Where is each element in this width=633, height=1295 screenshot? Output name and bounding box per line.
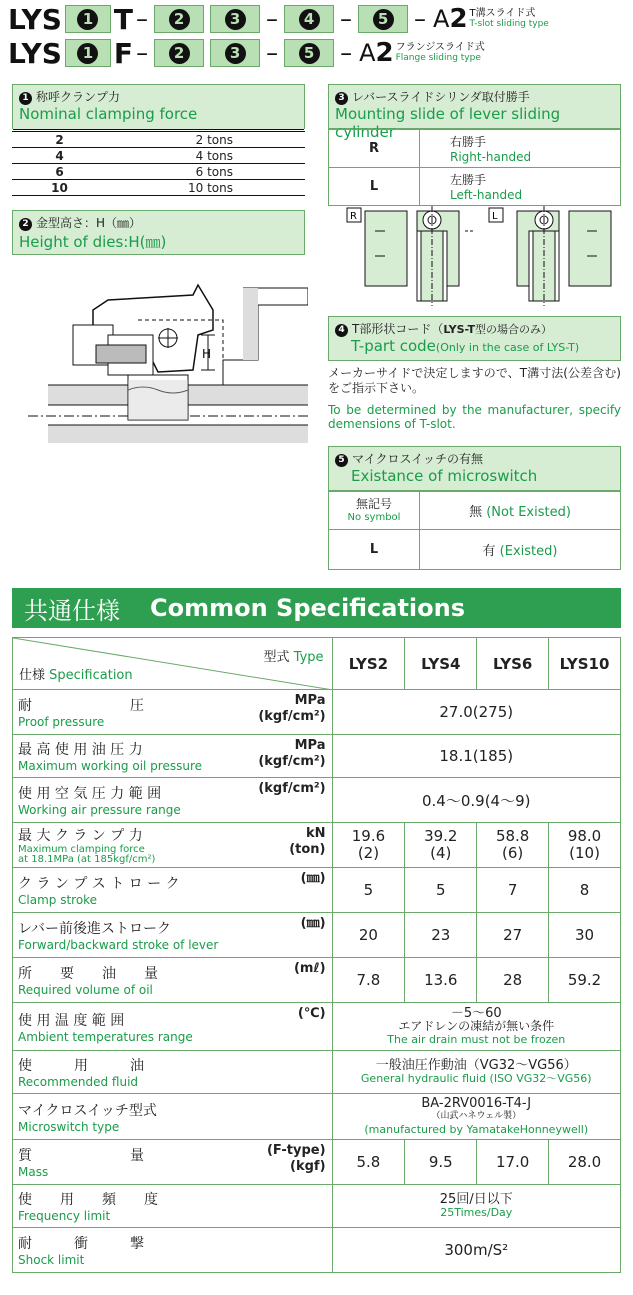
spec-unit: (㎜) xyxy=(300,916,326,931)
spec-row xyxy=(13,735,621,778)
section-clamping-force xyxy=(12,84,305,129)
spec-label-cell xyxy=(13,778,333,823)
s4-title-jp: T部形状コード（ xyxy=(352,322,444,336)
spec-label-jp: 所 要 油 量 xyxy=(18,966,158,982)
spec-merged-value: 0.4～0.9(4～9) xyxy=(332,778,620,823)
spec-merged-value: 18.1(185) xyxy=(332,735,620,778)
spec-value-line: 28.0 xyxy=(567,1152,602,1171)
spec-label-cell xyxy=(13,1185,333,1228)
type-en: Flange sliding type xyxy=(395,53,481,63)
spec-value-line: 7.8 xyxy=(356,970,381,989)
tons-value: 6 tons xyxy=(107,164,305,180)
spec-unit-alt: (kgf/cm²) xyxy=(258,709,326,724)
spec-value-line: 5 xyxy=(436,880,446,899)
model-lys6: LYS6 xyxy=(477,638,549,690)
merged-line-1: －5～60 xyxy=(450,1006,502,1021)
spec-value xyxy=(477,823,549,868)
tons-code: 6 xyxy=(12,164,107,180)
s2-title-jp: 金型高さ：H（㎜） xyxy=(36,216,142,230)
spec-label-en: Forward/backward stroke of lever xyxy=(18,938,219,952)
spec-value xyxy=(405,958,477,1003)
code-prefix: LYS xyxy=(8,36,62,70)
spec-value xyxy=(477,868,549,913)
spec-value-line: 27 xyxy=(503,925,523,944)
spec-value-line: 59.2 xyxy=(567,970,602,989)
spec-row xyxy=(13,1228,621,1273)
spec-value-line: 7 xyxy=(507,880,518,899)
spec-value xyxy=(549,823,621,868)
spec-label-jp: 質 量 xyxy=(18,1148,144,1164)
tons-code: 4 xyxy=(12,148,107,164)
code-box-5 xyxy=(284,39,334,67)
spec-label-en: Maximum working oil pressure xyxy=(18,759,203,773)
code-box-2 xyxy=(154,39,204,67)
merged-line-1: 一般油圧作動油（VG32～VG56） xyxy=(375,1058,577,1073)
suffix-2: 2 xyxy=(449,4,468,34)
code-box-2 xyxy=(154,5,204,33)
spec-value xyxy=(332,1140,405,1185)
code-box-3 xyxy=(210,5,260,33)
s4-title-en-note: (Only in the case of LYS-T) xyxy=(435,341,580,354)
tons-code: 10 xyxy=(12,180,107,196)
spec-unit-alt: (kgf/cm²) xyxy=(258,781,326,796)
spec-row xyxy=(13,958,621,1003)
hdr-spec-en: Specification xyxy=(49,668,133,683)
spec-value xyxy=(549,1140,621,1185)
spec-label-en: Shock limit xyxy=(18,1253,85,1267)
dash: – xyxy=(340,5,353,33)
spec-label-en: Clamp stroke xyxy=(18,893,98,907)
dash: – xyxy=(136,5,149,33)
spec-unit: MPa xyxy=(294,738,326,753)
code-box-5 xyxy=(358,5,408,33)
ms-exist-en: (Existed) xyxy=(499,544,558,559)
ms-none-en: (Not Existed) xyxy=(486,505,571,520)
spec-unit-alt: (kgf) xyxy=(290,1159,326,1174)
spec-label-cell xyxy=(13,1228,333,1273)
spec-value-line: 19.6 xyxy=(351,827,386,845)
spec-value-line: 28 xyxy=(503,970,523,989)
spec-label-jp: 使 用 温 度 範 囲 xyxy=(18,1012,125,1029)
merged-line-3: (manufactured by YamatakeHonneywell) xyxy=(364,1123,589,1136)
figure-right-handed xyxy=(347,206,475,306)
spec-value-line: (10) xyxy=(569,844,600,862)
spec-unit: (mℓ) xyxy=(293,961,326,976)
spec-label-jp: 使 用 頻 度 xyxy=(18,1192,158,1208)
spec-header-cell xyxy=(13,638,333,690)
spec-row xyxy=(13,690,621,735)
section-mounting-side xyxy=(328,84,621,141)
spec-row xyxy=(13,1140,621,1185)
spec-label-cell xyxy=(13,735,333,778)
spec-label-en-note: at 18.1MPa (at 185kgf/cm²) xyxy=(18,854,156,865)
spec-label-en: Frequency limit xyxy=(18,1209,111,1223)
spec-label-cell xyxy=(13,1140,333,1185)
ms-none-jp: 無 xyxy=(469,505,483,520)
code-prefix: LYS xyxy=(8,2,62,36)
spec-value-line: (6) xyxy=(502,844,524,862)
mount-code-r: R xyxy=(329,130,420,168)
spec-value-line: 8 xyxy=(579,880,590,899)
circle-5: 5 xyxy=(373,9,394,30)
spec-label-cell xyxy=(13,1003,333,1051)
clamping-force-table xyxy=(12,131,305,196)
merged-line-1: 25回/日以下 xyxy=(439,1192,513,1207)
dash: – xyxy=(136,39,149,67)
s4-title-model: LYS-T xyxy=(443,323,475,336)
fig-r-label: R xyxy=(350,211,357,222)
circle-1: 1 xyxy=(77,9,98,30)
clamp-diagram xyxy=(18,280,308,445)
merged-line-2: （山武ハネウェル製） xyxy=(431,1111,522,1121)
spec-label-en: Ambient temperatures range xyxy=(18,1029,193,1044)
code-box-3 xyxy=(210,39,260,67)
s4-title-note: 型の場合のみ） xyxy=(474,323,552,336)
circle-4-icon: 4 xyxy=(335,324,348,337)
spec-value-line: 30 xyxy=(574,925,595,944)
h-dimension-label: H xyxy=(202,347,212,361)
circle-4: 4 xyxy=(299,9,320,30)
code-letter: T xyxy=(113,2,134,36)
spec-value-line: 9.5 xyxy=(428,1152,453,1171)
tons-row xyxy=(12,132,305,148)
spec-merged-value xyxy=(332,1051,620,1094)
circle-5-icon: 5 xyxy=(335,454,348,467)
spec-label-en: Required volume of oil xyxy=(18,983,153,997)
spec-row xyxy=(13,913,621,958)
spec-table xyxy=(12,637,621,1273)
merged-line-3: General hydraulic fluid (ISO VG32～VG56) xyxy=(360,1072,592,1085)
spec-value-line: 98.0 xyxy=(567,827,602,845)
spec-value xyxy=(405,823,477,868)
spec-label-cell xyxy=(13,823,333,868)
spec-label-en: Mass xyxy=(18,1165,49,1179)
common-spec-banner xyxy=(12,588,621,628)
dash: – xyxy=(266,5,279,33)
merged-line-3: 25Times/Day xyxy=(440,1206,513,1219)
spec-label-jp: 使 用 空 気 圧 力 範 囲 xyxy=(18,786,162,802)
model-code-t-slot xyxy=(8,3,549,35)
hdr-type-en: Type xyxy=(293,650,324,665)
spec-value xyxy=(549,958,621,1003)
microswitch-table xyxy=(328,491,621,570)
dash: – xyxy=(340,39,353,67)
circle-2: 2 xyxy=(169,9,190,30)
circle-3: 3 xyxy=(225,9,246,30)
spec-merged-value: 300m/S² xyxy=(332,1228,620,1273)
tons-value: 10 tons xyxy=(107,180,305,196)
spec-unit: MPa xyxy=(294,693,326,708)
spec-value-line: 39.2 xyxy=(424,827,458,845)
spec-merged-value xyxy=(332,1003,620,1051)
spec-value xyxy=(332,823,405,868)
circle-1: 1 xyxy=(77,43,98,64)
spec-value-line: 5.8 xyxy=(356,1152,381,1171)
type-jp: フランジスライド式 xyxy=(395,42,485,53)
dash: – xyxy=(414,5,427,33)
spec-label-jp: 最 大 ク ラ ン プ 力 xyxy=(18,828,143,844)
spec-label-cell xyxy=(13,913,333,958)
figure-left-handed xyxy=(489,206,611,306)
tons-value: 2 tons xyxy=(107,132,305,148)
banner-title-jp: 共通仕様 xyxy=(24,596,120,625)
model-lys10: LYS10 xyxy=(549,638,621,690)
model-lys4: LYS4 xyxy=(405,638,477,690)
spec-label-en: Proof pressure xyxy=(18,715,105,729)
circle-1-icon: 1 xyxy=(19,92,32,105)
spec-label-cell xyxy=(13,1051,333,1094)
spec-label-cell xyxy=(13,868,333,913)
spec-row xyxy=(13,823,621,868)
spec-value xyxy=(332,958,405,1003)
mounting-side-table xyxy=(328,129,621,206)
hdr-type-jp: 型式 xyxy=(263,650,290,665)
code-box-1 xyxy=(65,39,111,67)
spec-value xyxy=(477,1140,549,1185)
spec-merged-value xyxy=(332,1185,620,1228)
ms-code-none-en: No symbol xyxy=(347,511,401,523)
spec-value-line: 17.0 xyxy=(495,1152,530,1171)
section-t-part-code xyxy=(328,316,621,361)
merged-line-1: BA-2RV0016-T4-J xyxy=(421,1096,532,1111)
spec-label-en: Maximum clamping force xyxy=(18,844,145,855)
circle-5: 5 xyxy=(299,43,320,64)
spec-row xyxy=(13,868,621,913)
spec-label-en: Recommended fluid xyxy=(18,1075,139,1089)
ms-exist-jp: 有 xyxy=(482,544,496,559)
s3-title-en: Mounting slide of lever sliding cylinder xyxy=(335,105,561,141)
spec-value-line: 20 xyxy=(358,925,378,944)
spec-value xyxy=(477,958,549,1003)
t-part-note-en: To be determined by the manufacturer, specify demensions of T-slot. xyxy=(328,403,621,431)
spec-row xyxy=(13,1051,621,1094)
code-letter: F xyxy=(113,36,134,70)
tons-row xyxy=(12,148,305,164)
circle-2-icon: 2 xyxy=(19,218,32,231)
spec-unit: (℃) xyxy=(297,1006,326,1021)
banner-title-en: Common Specifications xyxy=(150,594,466,622)
spec-value-line: (2) xyxy=(357,844,380,862)
s5-title-en: Existance of microswitch xyxy=(351,467,538,485)
circle-2: 2 xyxy=(169,43,190,64)
spec-unit: kN xyxy=(305,826,326,841)
s4-title-en: T-part code xyxy=(351,337,436,355)
circle-3: 3 xyxy=(225,43,246,64)
tons-row xyxy=(12,180,305,196)
spec-value-line: 5 xyxy=(363,880,374,899)
spec-row xyxy=(13,1003,621,1051)
spec-unit-alt: (ton) xyxy=(289,842,326,857)
section-microswitch xyxy=(328,446,621,491)
spec-label-cell xyxy=(13,1094,333,1140)
merged-line-2: エアドレンの凍結が無い条件 xyxy=(398,1019,555,1033)
spec-label-jp: 耐 圧 xyxy=(18,698,144,714)
spec-label-jp: マイクロスイッチ型式 xyxy=(18,1102,157,1119)
suffix-a: A xyxy=(359,39,376,67)
circle-3-icon: 3 xyxy=(335,92,348,105)
spec-value xyxy=(405,868,477,913)
spec-value xyxy=(549,868,621,913)
spec-value-line: 13.6 xyxy=(424,970,458,989)
dash: – xyxy=(266,39,279,67)
mounting-figures xyxy=(345,206,625,306)
s5-title-jp: マイクロスイッチの有無 xyxy=(352,452,484,466)
spec-row xyxy=(13,1185,621,1228)
mount-code-l: L xyxy=(329,168,420,206)
tons-row xyxy=(12,164,305,180)
suffix-a: A xyxy=(433,5,450,33)
spec-value xyxy=(332,868,405,913)
code-box-4 xyxy=(284,5,334,33)
spec-value xyxy=(405,913,477,958)
code-box-1 xyxy=(65,5,111,33)
type-jp: T溝スライド式 xyxy=(469,8,536,19)
spec-row xyxy=(13,1094,621,1140)
spec-label-cell xyxy=(13,958,333,1003)
spec-unit: (F-type) xyxy=(266,1143,326,1158)
spec-label-jp: 耐 衝 撃 xyxy=(18,1236,144,1252)
spec-label-jp: ク ラ ン プ ス ト ロ ー ク xyxy=(18,876,180,892)
spec-value-line: 23 xyxy=(431,925,451,944)
spec-unit-alt: (kgf/cm²) xyxy=(258,754,326,769)
spec-value xyxy=(477,913,549,958)
merged-line-3: The air drain must not be frozen xyxy=(387,1033,566,1046)
mount-r-en: Right-handed xyxy=(450,150,532,164)
suffix-2: 2 xyxy=(375,38,394,68)
spec-value xyxy=(405,1140,477,1185)
t-part-note-jp: メーカーサイドで決定しますので、T溝寸法(公差含む)をご指示下さい。 xyxy=(328,366,621,395)
mount-r-jp: 右勝手 xyxy=(450,135,487,149)
ms-code-none-jp: 無記号 xyxy=(355,496,392,511)
tons-value: 4 tons xyxy=(107,148,305,164)
spec-merged-value xyxy=(332,1094,620,1140)
spec-label-en: Microswitch type xyxy=(18,1119,120,1134)
model-code-flange xyxy=(8,37,485,69)
spec-label-jp: 使 用 油 xyxy=(18,1058,144,1074)
spec-label-cell xyxy=(13,690,333,735)
spec-merged-value: 27.0(275) xyxy=(332,690,620,735)
spec-unit: (㎜) xyxy=(300,871,326,886)
mount-l-en: Left-handed xyxy=(450,188,523,202)
hdr-spec-jp: 仕様 xyxy=(19,668,46,683)
tons-code: 2 xyxy=(12,132,107,148)
spec-value-line: 58.8 xyxy=(495,827,530,845)
spec-label-jp: 最 高 使 用 油 圧 力 xyxy=(18,742,143,758)
mount-l-jp: 左勝手 xyxy=(450,173,487,187)
s1-title-en: Nominal clamping force xyxy=(19,105,198,123)
spec-value xyxy=(332,913,405,958)
s3-title-jp: レバースライドシリンダ取付勝手 xyxy=(352,90,530,104)
spec-label-en: Working air pressure range xyxy=(18,803,181,817)
model-lys2: LYS2 xyxy=(332,638,405,690)
fig-l-label: L xyxy=(492,211,498,222)
spec-value xyxy=(549,913,621,958)
s1-title-jp: 称呼クランプ力 xyxy=(36,90,121,104)
s2-title-en: Height of dies:H(㎜) xyxy=(19,233,167,251)
section-die-height xyxy=(12,210,305,255)
type-en: T-slot sliding type xyxy=(469,19,549,29)
spec-value-line: (4) xyxy=(430,844,452,862)
spec-label-jp: レバー前後進ストローク xyxy=(18,921,172,937)
spec-row xyxy=(13,778,621,823)
ms-code-l: L xyxy=(329,530,420,570)
